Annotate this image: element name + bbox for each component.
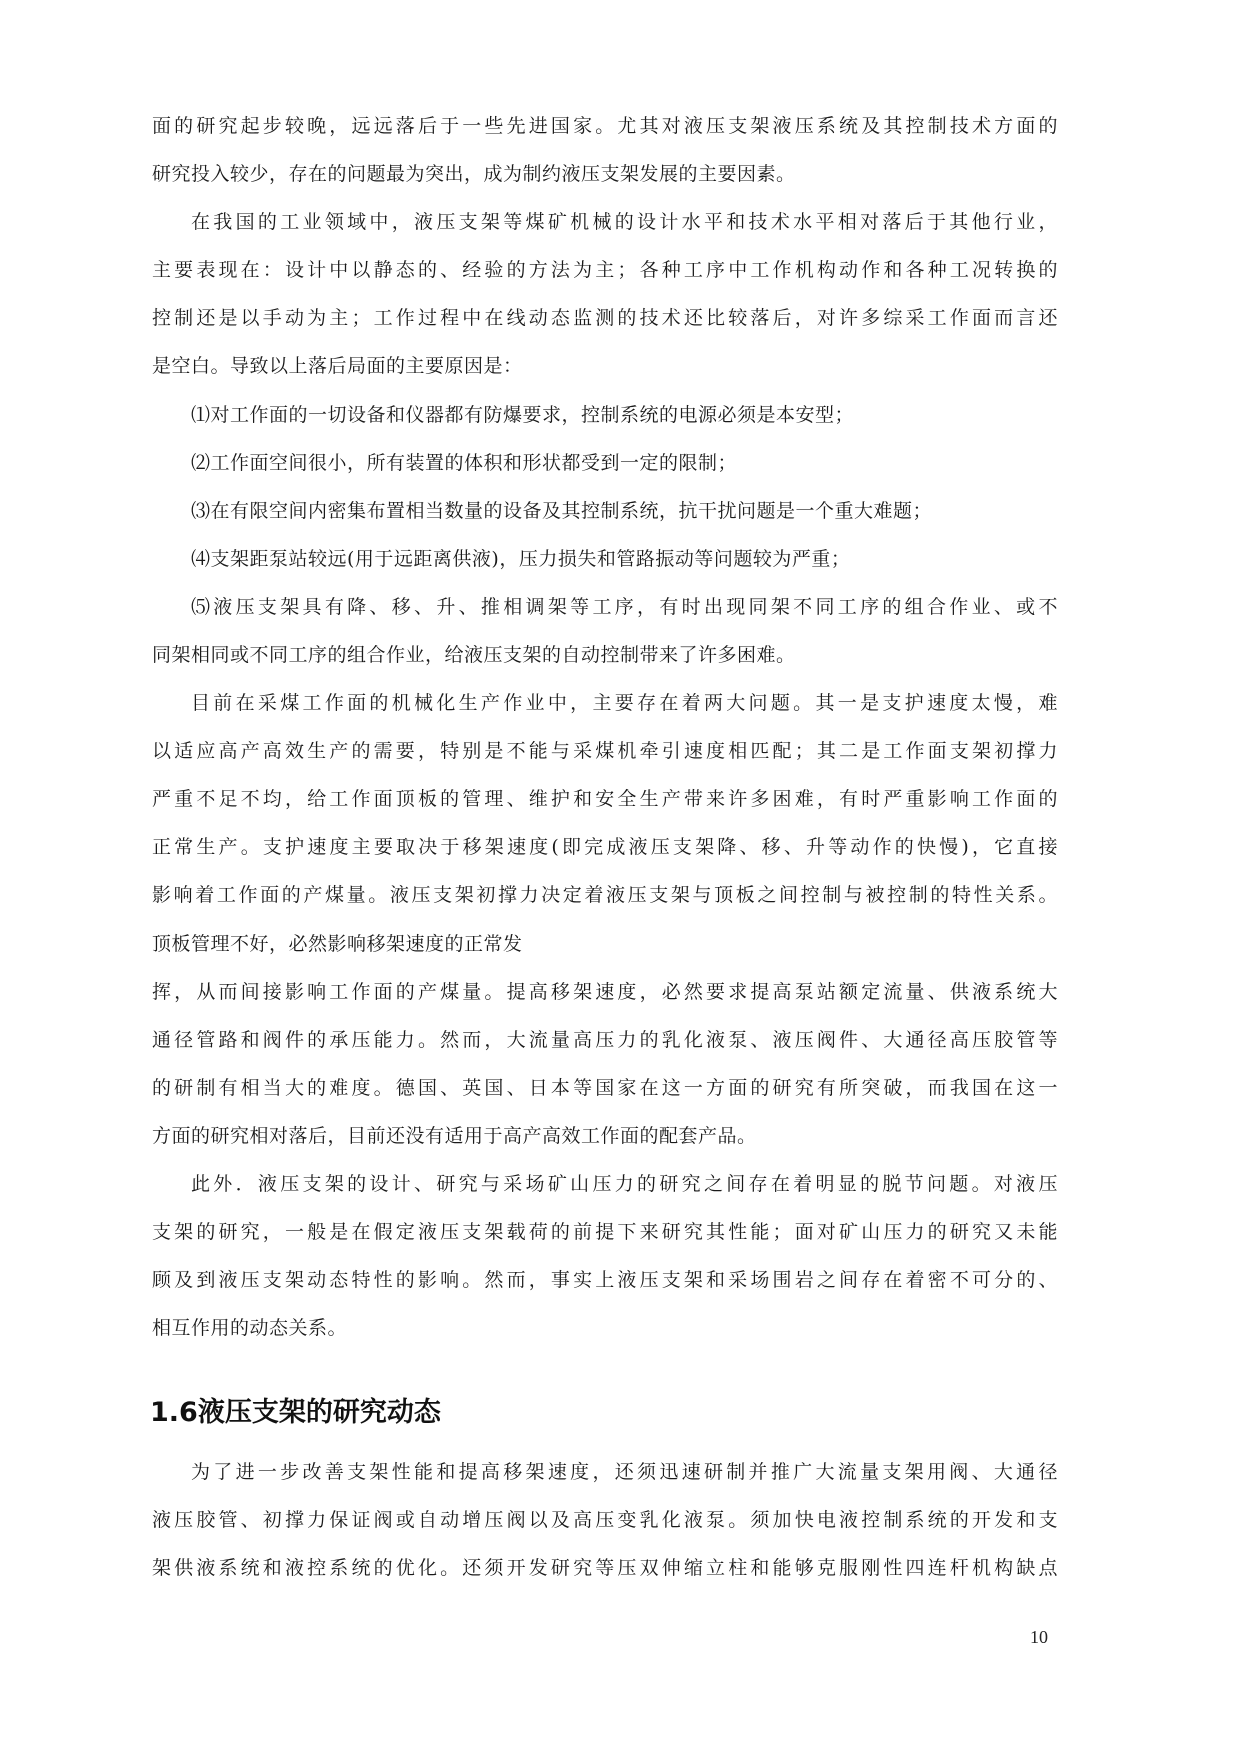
- text-line: 为了进一步改善支架性能和提高移架速度，还须迅速研制并推广大流量支架用阀、大通径: [191, 1461, 1058, 1483]
- text-line: 面的研究起步较晚，远远落后于一些先进国家。尤其对液压支架液压系统及其控制技术方面的: [152, 115, 1058, 137]
- text-line: 以适应高产高效生产的需要，特别是不能与采煤机牵引速度相匹配；其二是工作面支架初撑力: [152, 740, 1058, 762]
- list-item: ⑷支架距泵站较远(用于远距离供液)，压力损失和管路振动等问题较为严重；: [191, 548, 851, 570]
- text-line: 此外．液压支架的设计、研究与采场矿山压力的研究之间存在着明显的脱节问题。对液压: [191, 1173, 1058, 1195]
- list-item: ⑶在有限空间内密集布置相当数量的设备及其控制系统，抗干扰问题是一个重大难题；: [191, 500, 933, 522]
- text-line: 控制还是以手动为主；工作过程中在线动态监测的技术还比较落后，对许多综采工作面而言还: [152, 307, 1058, 329]
- text-line: 的研制有相当大的难度。德国、英国、日本等国家在这一方面的研究有所突破，而我国在这一: [152, 1077, 1058, 1099]
- text-line: 顶板管理不好，必然影响移架速度的正常发: [152, 933, 523, 955]
- section-heading: 1.6液压支架的研究动态: [150, 1397, 441, 1428]
- page-number: 10: [1030, 1627, 1048, 1647]
- text-line: 严重不足不均，给工作面顶板的管理、维护和安全生产带来许多困难，有时严重影响工作面的: [152, 788, 1058, 810]
- text-line: 目前在采煤工作面的机械化生产作业中，主要存在着两大问题。其一是支护速度太慢，难: [191, 692, 1058, 714]
- text-line: 主要表现在：设计中以静态的、经验的方法为主；各种工序中工作机构动作和各种工况转换的: [152, 259, 1058, 281]
- list-item: ⑴对工作面的一切设备和仪器都有防爆要求，控制系统的电源必须是本安型；: [191, 404, 855, 426]
- text-line: 液压胶管、初撑力保证阀或自动增压阀以及高压变乳化液泵。须加快电液控制系统的开发和支: [152, 1509, 1058, 1531]
- text-line: 顾及到液压支架动态特性的影响。然而，事实上液压支架和采场围岩之间存在着密不可分的、: [152, 1269, 1058, 1291]
- text-line: 通径管路和阀件的承压能力。然而，大流量高压力的乳化液泵、液压阀件、大通径高压胶管等: [152, 1029, 1058, 1051]
- text-line: 方面的研究相对落后，目前还没有适用于高产高效工作面的配套产品。: [152, 1125, 757, 1147]
- text-line: 同架相同或不同工序的组合作业，给液压支架的自动控制带来了许多困难。: [152, 644, 796, 666]
- text-line: 相互作用的动态关系。: [152, 1317, 348, 1339]
- text-line: 支架的研究，一般是在假定液压支架载荷的前提下来研究其性能；面对矿山压力的研究又未能: [152, 1221, 1058, 1243]
- text-line: 挥，从而间接影响工作面的产煤量。提高移架速度，必然要求提高泵站额定流量、供液系统大: [152, 981, 1058, 1003]
- text-line: 正常生产。支护速度主要取决于移架速度(即完成液压支架降、移、升等动作的快慢)，它直接: [152, 836, 1058, 858]
- text-line: 影响着工作面的产煤量。液压支架初撑力决定着液压支架与顶板之间控制与被控制的特性关系。: [152, 884, 1058, 906]
- list-item: ⑵工作面空间很小，所有装置的体积和形状都受到一定的限制；: [191, 452, 738, 474]
- list-item: ⑸液压支架具有降、移、升、推相调架等工序，有时出现同架不同工序的组合作业、或不: [191, 596, 1058, 618]
- text-line: 架供液系统和液控系统的优化。还须开发研究等压双伸缩立柱和能够克服刚性四连杆机构缺点: [152, 1557, 1058, 1579]
- text-line: 研究投入较少，存在的问题最为突出，成为制约液压支架发展的主要因素。: [152, 163, 796, 185]
- text-line: 是空白。导致以上落后局面的主要原因是：: [152, 355, 523, 377]
- text-line: 在我国的工业领域中，液压支架等煤矿机械的设计水平和技术水平相对落后于其他行业，: [191, 211, 1058, 233]
